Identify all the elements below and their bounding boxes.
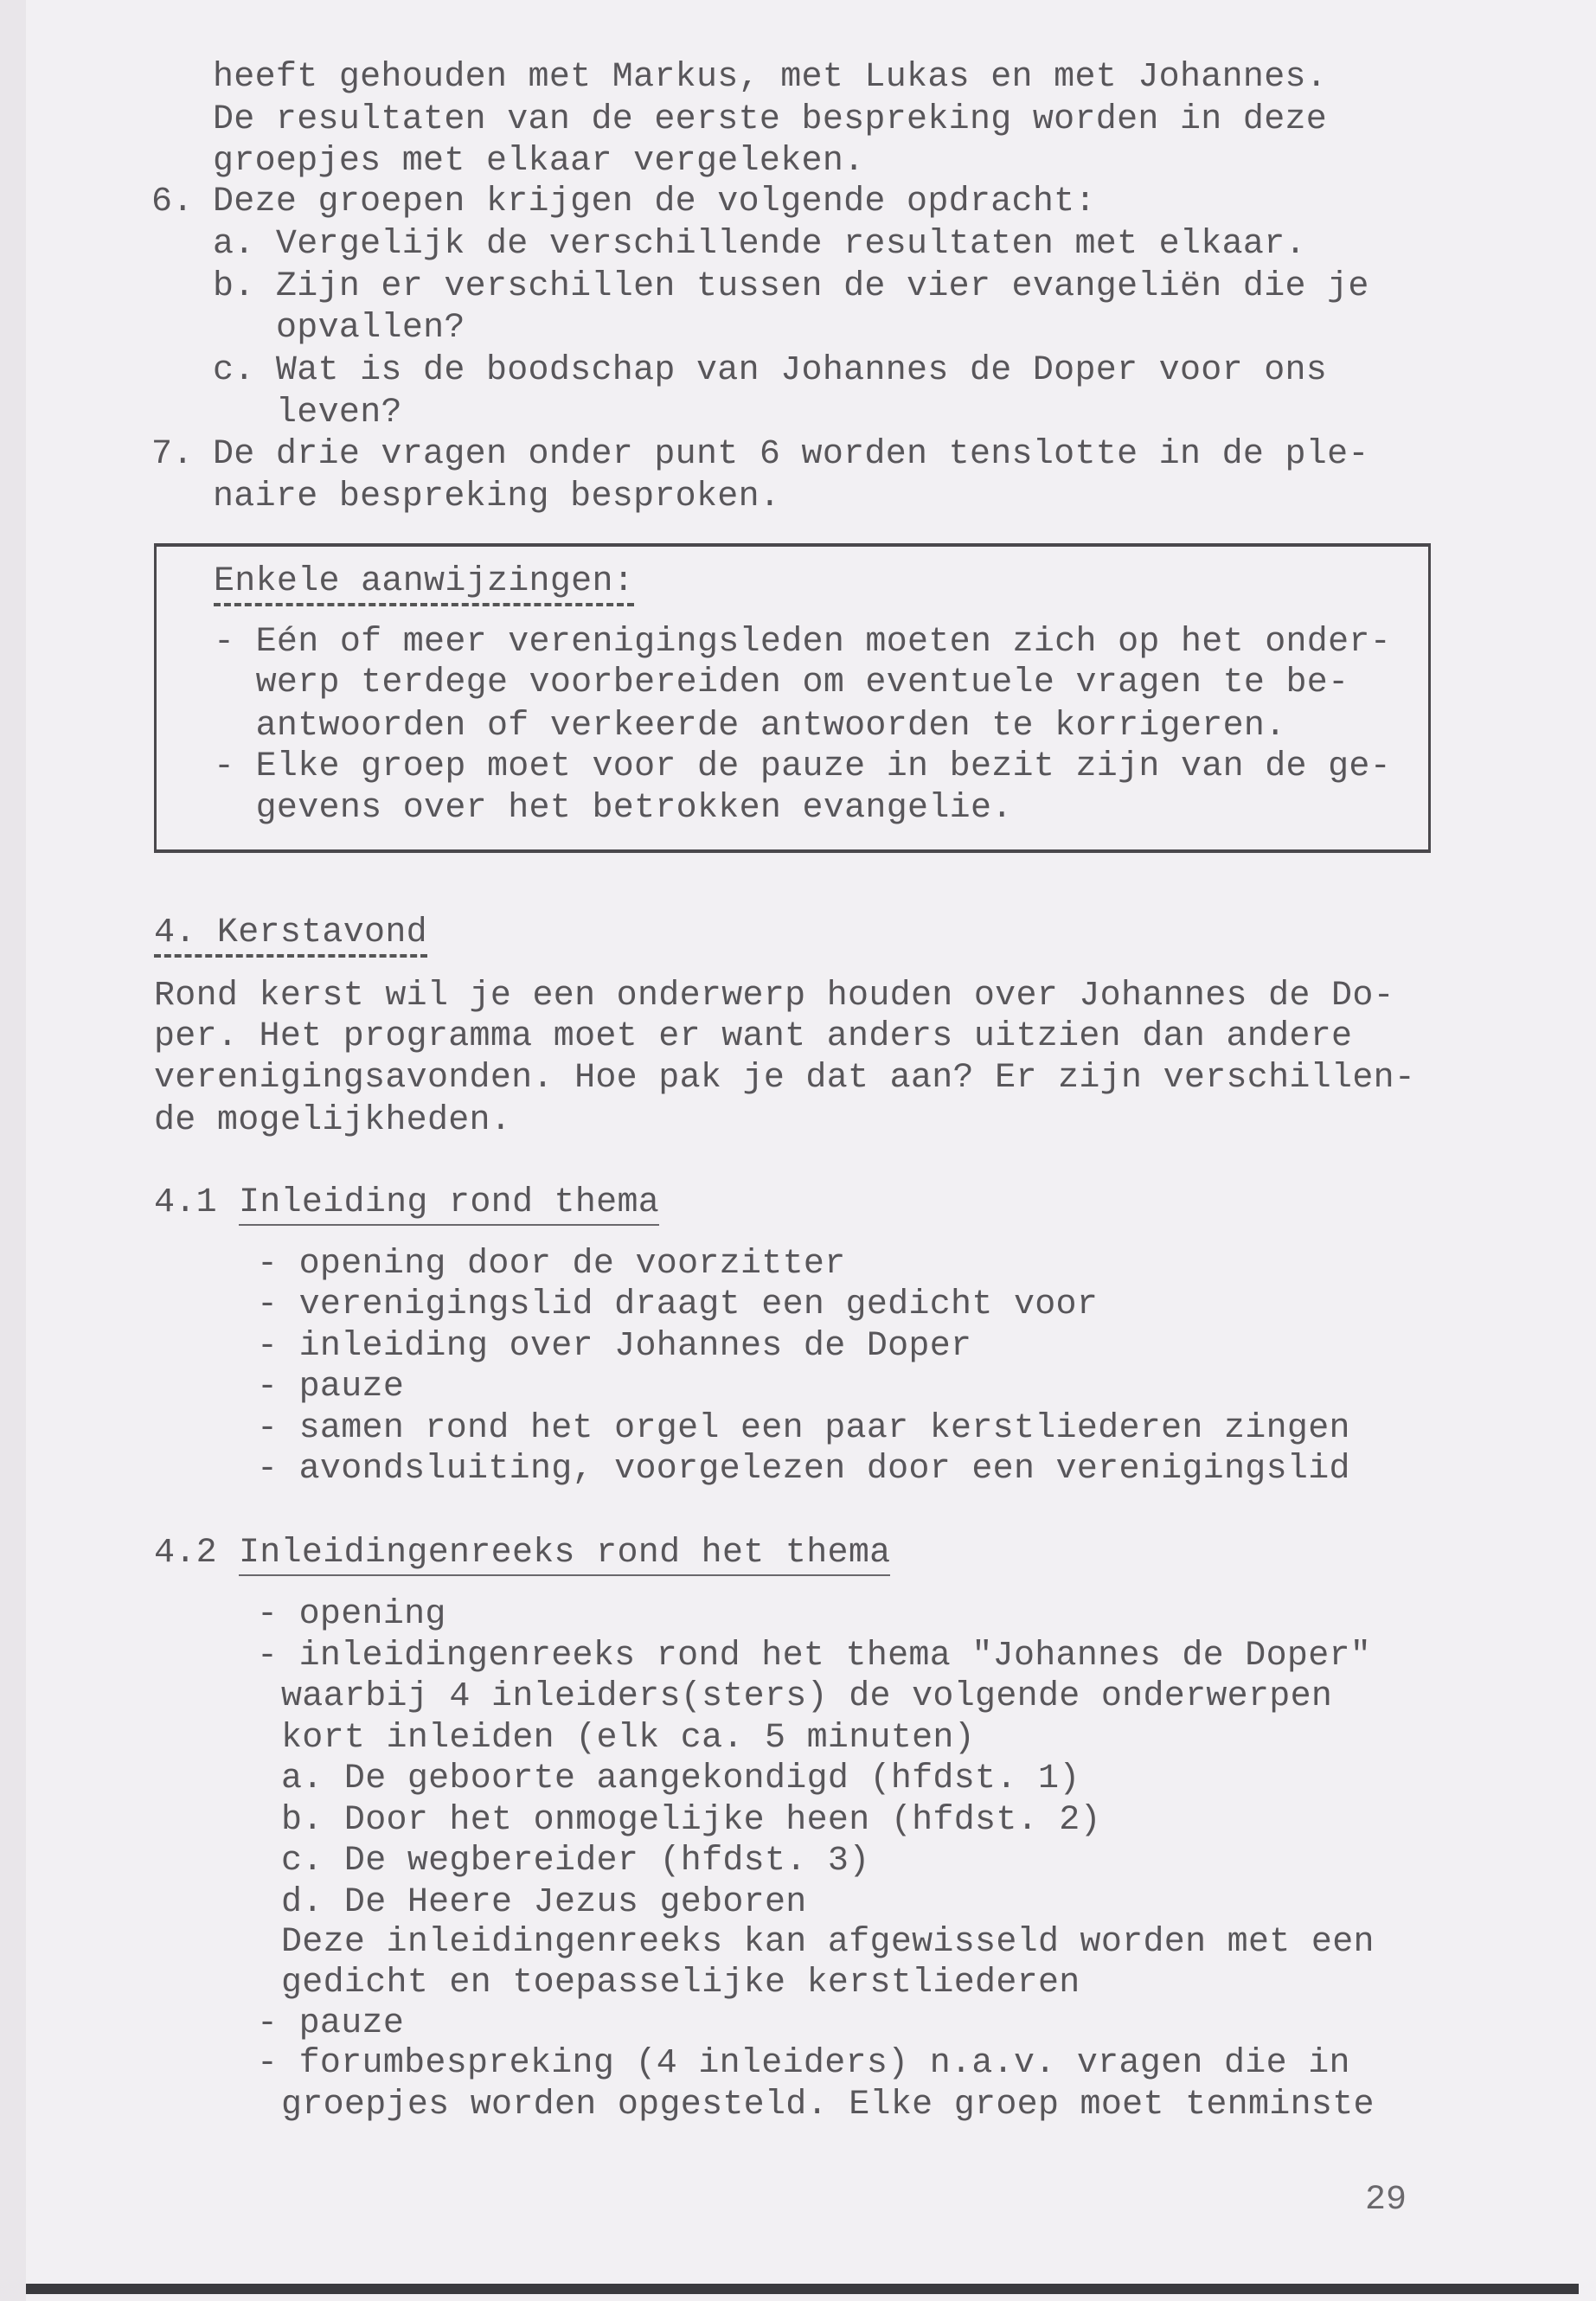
paragraph-line: Rond kerst wil je een onderwerp houden over Johannes de Do-	[154, 977, 1394, 1016]
list-number-6: 6.	[151, 183, 194, 221]
subsection-4-2-title: Inleidingenreeks rond het thema	[239, 1534, 890, 1576]
tips-line: - Eén of meer verenigingsleden moeten zich op het onder-	[214, 623, 1392, 662]
topic-item: a. De geboorte aangekondigd (hfdst. 1)	[281, 1759, 1080, 1798]
paragraph-line: de mogelijkheden.	[154, 1101, 512, 1140]
topic-item: c. De wegbereider (hfdst. 3)	[281, 1842, 870, 1881]
tips-line: antwoorden of verkeerde antwoorden te korrigeren.	[214, 707, 1286, 746]
subsection-4-1-title: Inleiding rond thema	[239, 1183, 659, 1226]
section-heading	[154, 914, 427, 952]
section-4-heading: 4. Kerstavond	[154, 913, 427, 958]
subsection-number: 4.1	[154, 1183, 217, 1222]
tips-heading-text: Enkele aanwijzingen:	[214, 562, 634, 606]
list-item-7: De drie vragen onder punt 6 worden tenslotte in de ple-	[213, 435, 1369, 474]
tips-line: gevens over het betrokken evangelie.	[214, 789, 1013, 828]
page-edge	[0, 0, 26, 2301]
sub-item-a: a. Vergelijk de verschillende resultaten met elkaar.	[213, 225, 1306, 264]
list-item: - samen rond het orgel een paar kerstliederen zingen	[257, 1409, 1350, 1448]
sub-item-c: c. Wat is de boodschap van Johannes de Doper voor ons	[213, 351, 1328, 390]
list-item-cont: Deze inleidingenreeks kan afgewisseld worden met een	[281, 1923, 1375, 1962]
body-line: De resultaten van de eerste bespreking worden in deze	[213, 100, 1328, 139]
list-item-cont: gedicht en toepasselijke kerstliederen	[281, 1964, 1080, 2003]
tips-line: werp terdege voorbereiden om eventuele vragen te be-	[214, 663, 1349, 702]
body-line: groepjes met elkaar vergeleken.	[213, 142, 865, 181]
list-item: - inleiding over Johannes de Doper	[257, 1327, 972, 1366]
subsection-title	[239, 1184, 659, 1222]
subsection-title	[239, 1535, 890, 1573]
topic-item: d. De Heere Jezus geboren	[281, 1883, 807, 1922]
sub-item-b: b. Zijn er verschillen tussen de vier evangeliën die je	[213, 267, 1369, 306]
list-number-7: 7.	[151, 435, 194, 474]
list-item: - avondsluiting, voorgelezen door een verenigingslid	[257, 1450, 1350, 1489]
sub-item-b-cont: opvallen?	[276, 309, 465, 348]
list-item: - pauze	[257, 1368, 405, 1407]
paragraph-line: per. Het programma moet er want anders uitzien dan andere	[154, 1017, 1353, 1056]
list-item-7-cont: naire bespreking besproken.	[213, 478, 781, 516]
topic-item: b. Door het onmogelijke heen (hfdst. 2)	[281, 1801, 1101, 1840]
list-item-cont: kort inleiden (elk ca. 5 minuten)	[281, 1719, 976, 1758]
list-item: - verenigingslid draagt een gedicht voor	[257, 1285, 1099, 1324]
list-item-cont: waarbij 4 inleiders(sters) de volgende onderwerpen	[281, 1677, 1333, 1716]
tips-heading	[214, 563, 634, 601]
list-item: - opening	[257, 1595, 446, 1634]
list-item: - forumbespreking (4 inleiders) n.a.v. vragen die in	[257, 2044, 1350, 2083]
subsection-number: 4.2	[154, 1534, 217, 1573]
list-item: - pauze	[257, 2004, 405, 2043]
body-line: heeft gehouden met Markus, met Lukas en met Johannes.	[213, 58, 1328, 97]
list-item: - inleidingenreeks rond het thema "Johannes de Doper"	[257, 1637, 1372, 1676]
page-number: 29	[1365, 2181, 1407, 2220]
sub-item-c-cont: leven?	[276, 394, 402, 433]
list-item-6: Deze groepen krijgen de volgende opdracht:	[213, 183, 1096, 221]
scan-bottom-edge	[26, 2284, 1579, 2294]
paragraph-line: verenigingsavonden. Hoe pak je dat aan? Er zijn verschillen-	[154, 1059, 1416, 1098]
list-item-cont: groepjes worden opgesteld. Elke groep moet tenminste	[281, 2086, 1375, 2125]
list-item: - opening door de voorzitter	[257, 1245, 846, 1284]
tips-line: - Elke groep moet voor de pauze in bezit zijn van de ge-	[214, 747, 1392, 786]
